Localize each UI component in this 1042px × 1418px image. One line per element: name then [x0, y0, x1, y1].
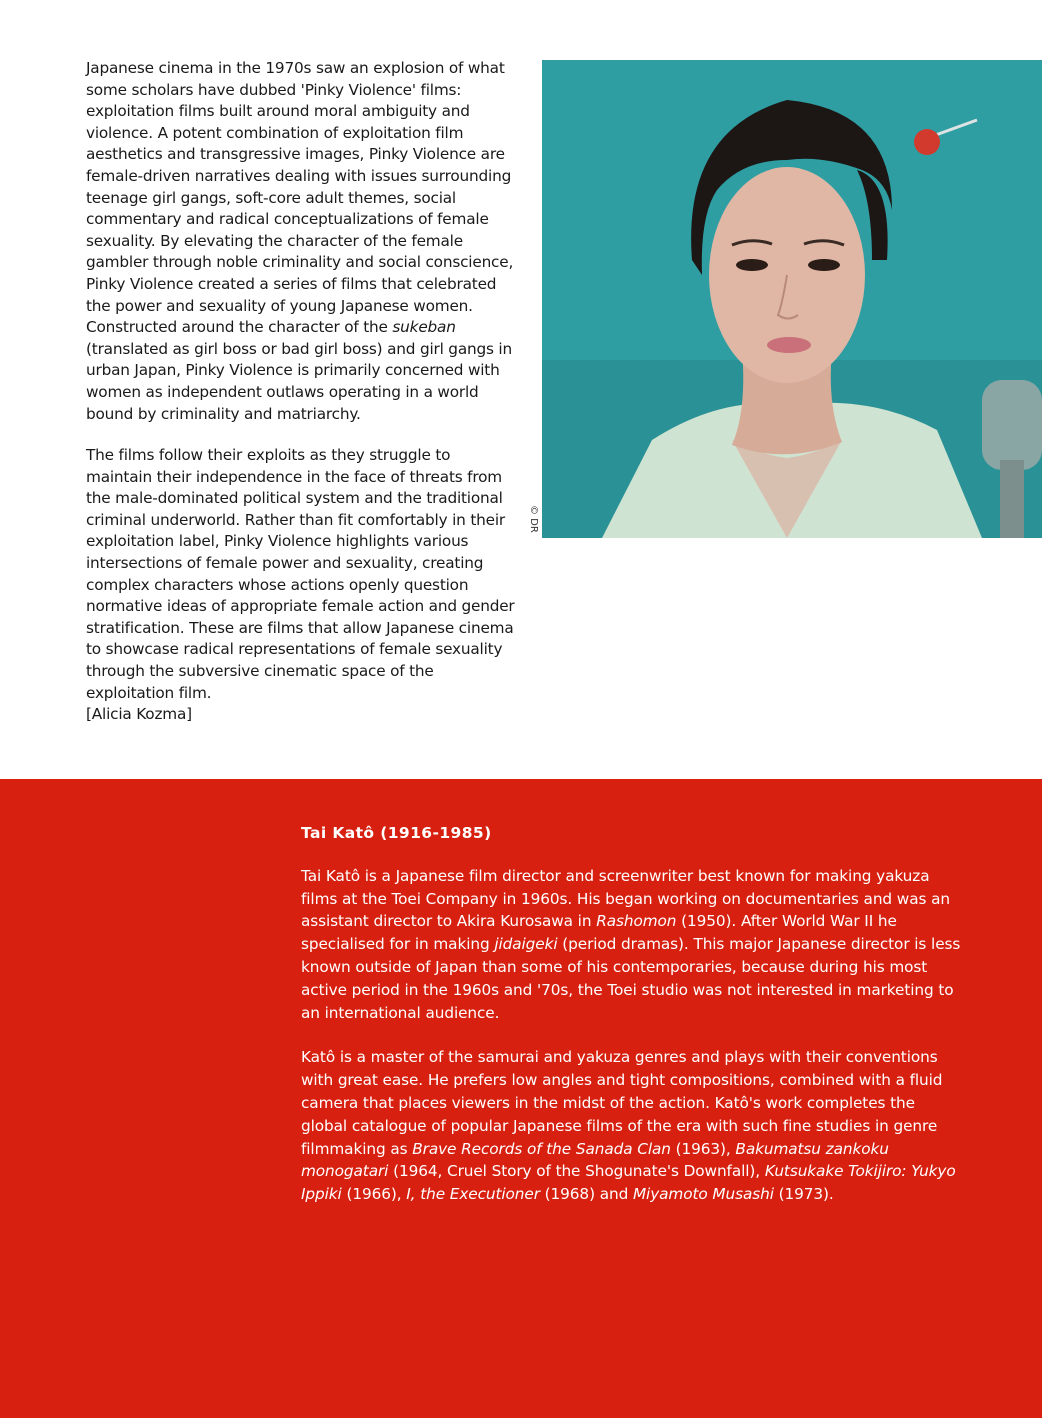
bio-term: jidaigeki: [494, 935, 558, 954]
photo-credit: [526, 505, 540, 541]
intro-article: [86, 58, 518, 726]
bio-film-title: Brave Records of the Sanada Clan: [412, 1139, 671, 1158]
intro-paragraph-2: [86, 445, 518, 726]
bio-film-title: Miyamoto Musashi: [632, 1185, 774, 1204]
bio-film-title: Bakumatsu zankoku monogatari: [301, 1139, 889, 1181]
biography-paragraph-1: [301, 865, 965, 1025]
bio-film-title: Kutsukake Tokijiro: Yukyo Ippiki: [301, 1162, 956, 1204]
bio-text: (1950). After World War II he specialised for in making: [301, 912, 897, 954]
hairpin-bead: [914, 129, 940, 155]
bio-text: (1973).: [773, 1185, 834, 1204]
intro-text: Japanese cinema in the 1970s saw an explosion of what some scholars have dubbed 'Pinky Violence' films: exploitation films built around moral ambiguity and violence. A potent combination of exploitation film aesthetics and transgressive images, Pinky Violence are female-driven narratives dealing with issues surrounding teenage girl gangs, soft-core adult themes, social commentary and radical conceptualizations of female sexuality. By elevating the character of the female gambler through noble criminality and social conscience, Pinky Violence created a series of films that celebrated the power and sexuality of young Japanese women. Constructed around the character of the: [86, 59, 514, 337]
left-eye: [736, 259, 768, 271]
intro-text: The films follow their exploits as they struggle to maintain their independence in the face of threats from the male-dominated political system and the traditional criminal underworld. Rather than fit comfortably in their exploitation label, Pinky Violence highlights various intersections of female power and sexuality, creating complex characters whose actions openly question normative ideas of appropriate female action and gender stratification. These are films that allow Japanese cinema to showcase radical representations of female sexuality through the subversive cinematic space of the exploitation film.: [86, 446, 515, 702]
right-eye: [808, 259, 840, 271]
bio-text: (period dramas). This major Japanese director is less known outside of Japan than some of his contemporaries, because during his most active period in the 1960s and '70s, the Toei studio was not interested in marketing to an international audience.: [301, 935, 961, 1022]
intro-paragraph-1: [86, 58, 518, 425]
photo-credit-text: © DR: [528, 505, 539, 533]
intro-author: [Alicia Kozma]: [86, 705, 192, 724]
intro-text: (translated as girl boss or bad girl boss) and girl gangs in urban Japan, Pinky Violence is primarily concerned with women as independent outlaws operating in a world bound by criminality and matriarchy.: [86, 339, 512, 423]
lips: [767, 337, 811, 353]
bio-text: (1968) and: [539, 1185, 633, 1204]
intro-term: sukeban: [392, 318, 456, 337]
biography-title: Tai Katô (1916-1985): [301, 824, 492, 842]
biography-paragraph-2: [301, 1046, 965, 1206]
film-still-photo: [542, 60, 1042, 538]
bio-text: Tai Katô is a Japanese film director and screenwriter best known for making yakuza films at the Toei Company in 1960s. His began working on documentaries and was an assistant director to Akira Kurosawa in: [301, 866, 950, 931]
bio-film-title: Rashomon: [596, 912, 677, 931]
portrait-illustration: [542, 60, 1042, 538]
bio-text: (1966),: [341, 1185, 407, 1204]
bio-film-title: I, the Executioner: [406, 1185, 540, 1204]
bio-text: (1963),: [670, 1139, 736, 1158]
background-post: [1000, 460, 1024, 538]
bio-text: Katô is a master of the samurai and yakuza genres and plays with their conventions with great ease. He prefers low angles and tight compositions, combined with a fluid camera that places viewers in the midst of the action. Katô's work completes the global catalogue of popular Japanese films of the era with such fine studies in genre filmmaking as: [301, 1048, 943, 1158]
bio-text: (1964, Cruel Story of the Shogunate's Downfall),: [388, 1162, 765, 1181]
background-lamp: [982, 380, 1042, 470]
biography: [301, 822, 965, 1228]
